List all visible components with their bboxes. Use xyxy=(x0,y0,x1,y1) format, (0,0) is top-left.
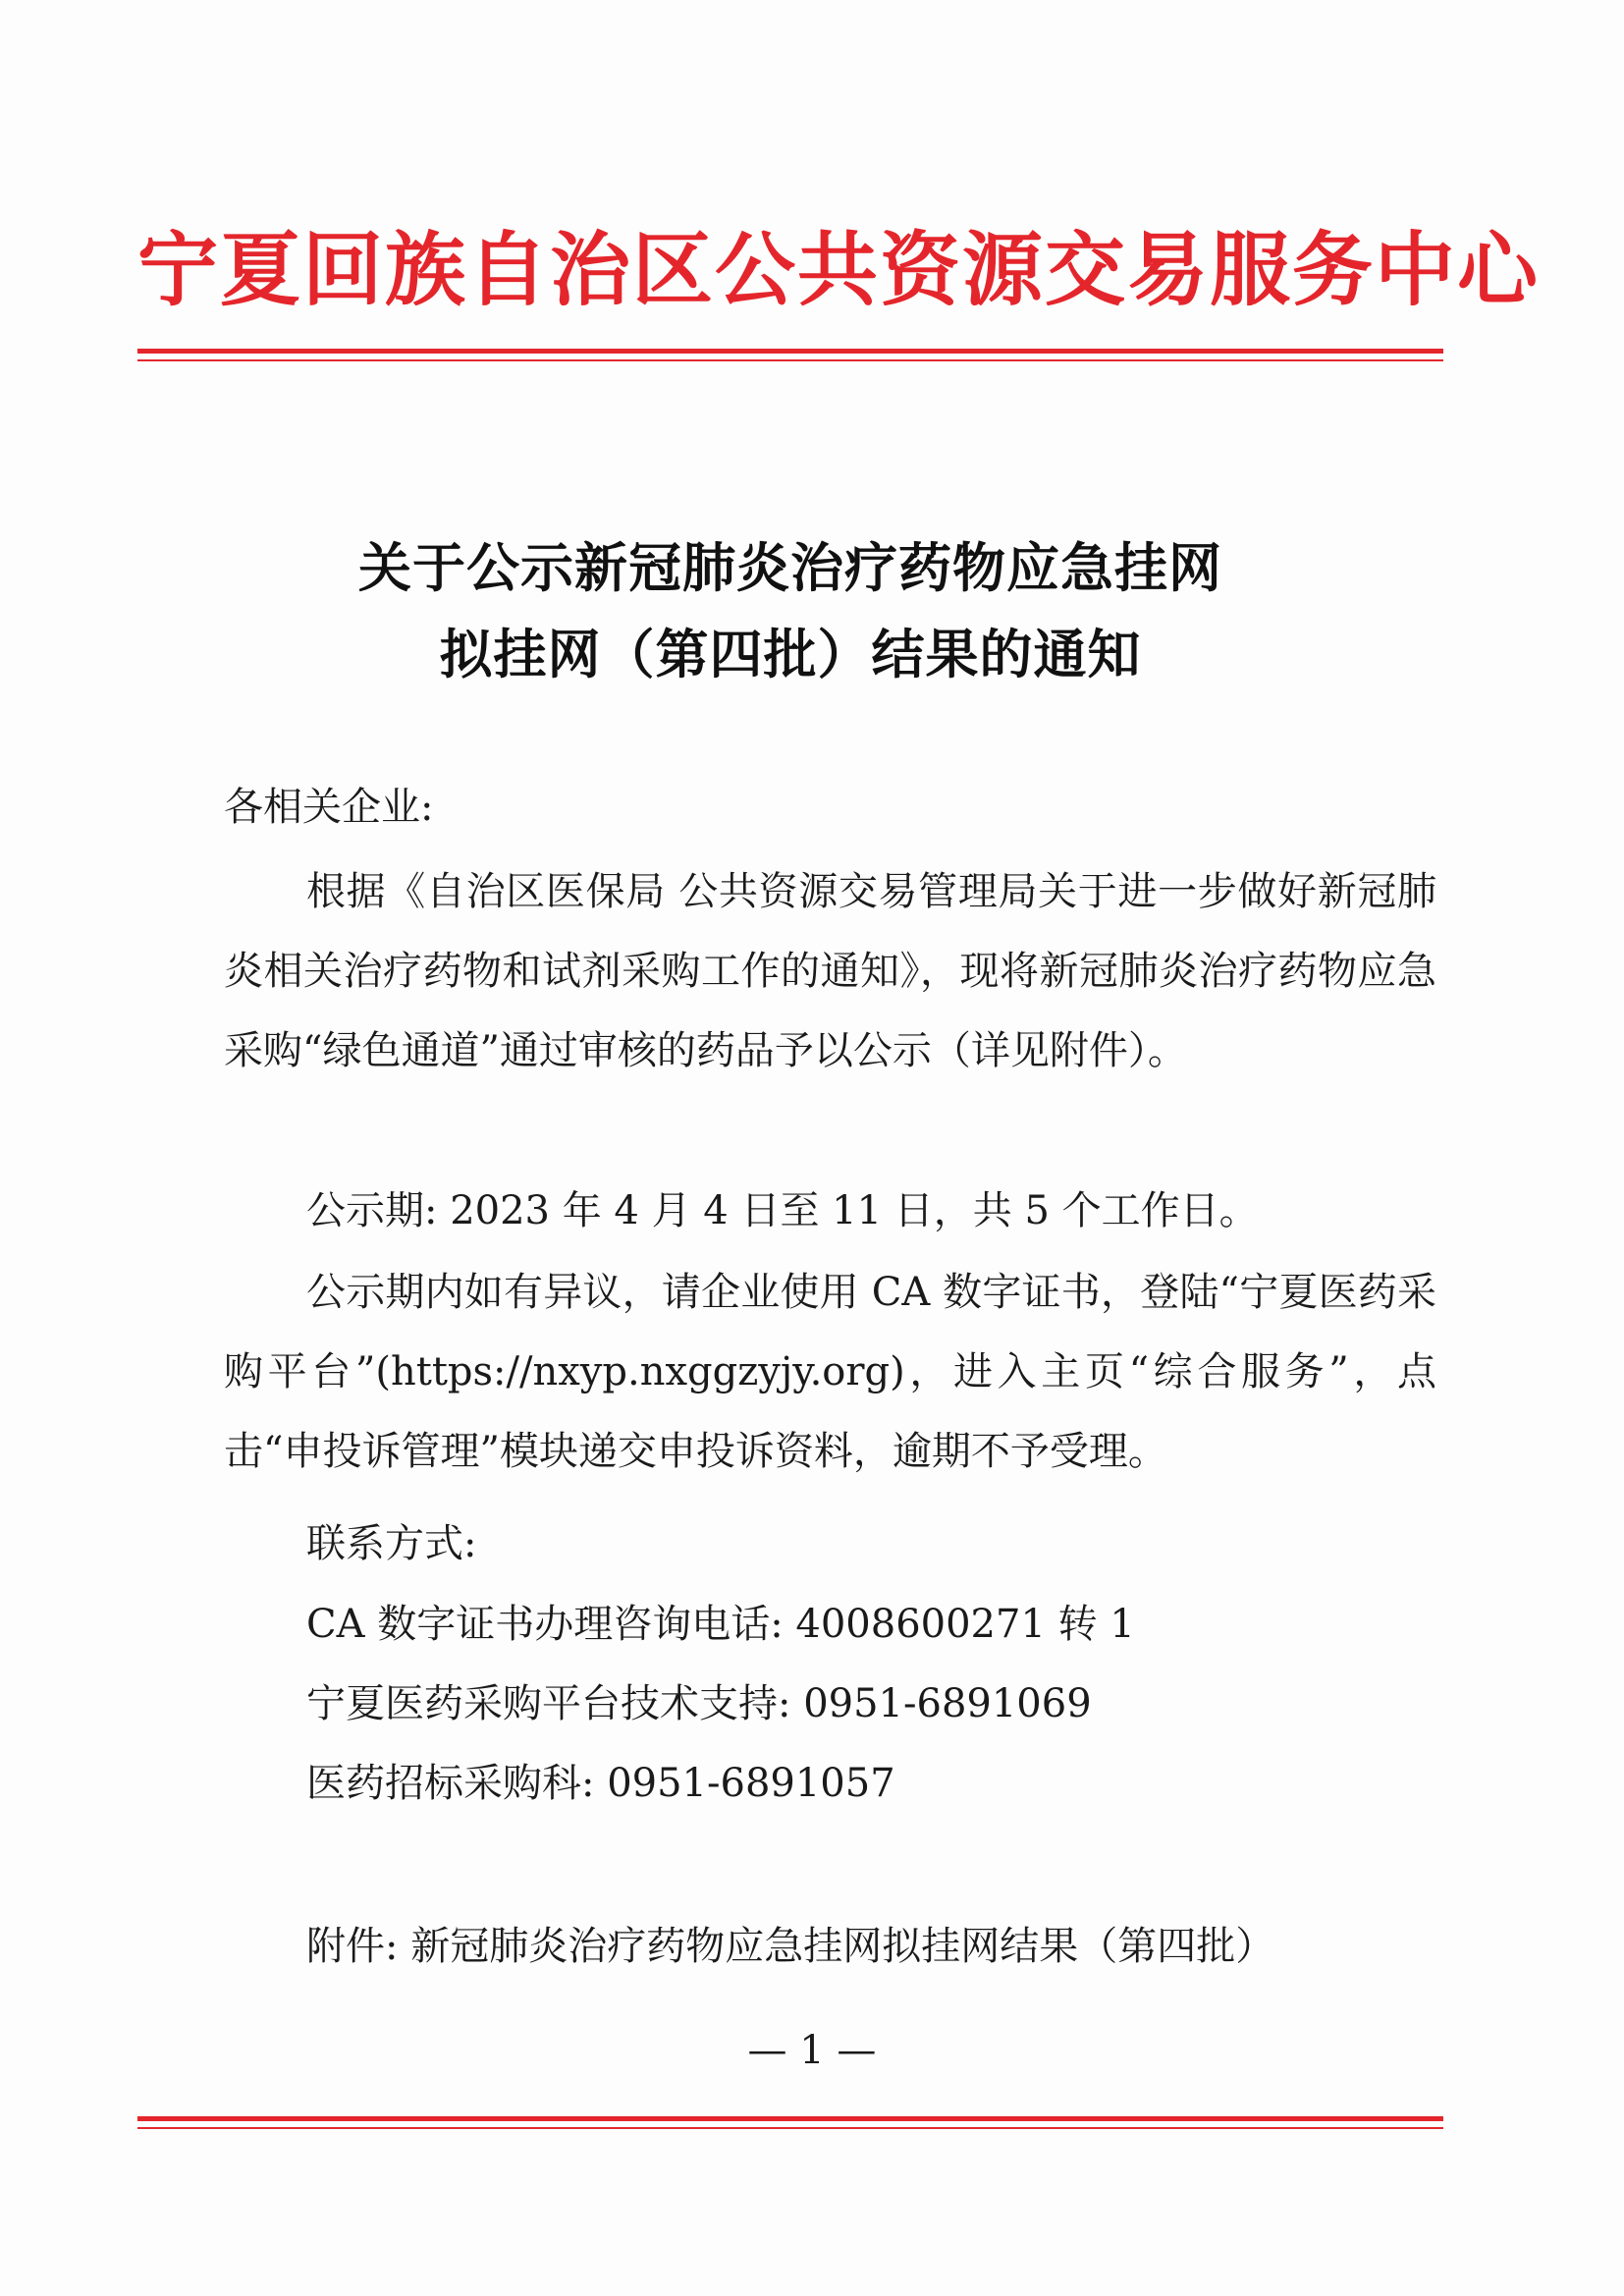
salutation: 各相关企业: xyxy=(224,785,434,830)
issuing-organization-header: 宁夏回族自治区公共资源交易服务中心 xyxy=(137,223,1541,317)
header-red-rule-thin xyxy=(137,359,1443,361)
page-number: — 1 — xyxy=(747,2028,877,2073)
body-paragraph-publicity-period: 公示期: 2023 年 4 月 4 日至 11 日，共 5 个工作日。 xyxy=(306,1188,1259,1233)
document-title-line-1: 关于公示新冠肺炎治疗药物应急挂网 xyxy=(358,537,1222,599)
body-paragraph-basis: 根据《自治区医保局 公共资源交易管理局关于进一步做好新冠肺炎相关治疗药物和试剂采购工作的通知》，现将新冠肺炎治疗药物应急采购“绿色通道”通过审核的药品予以公示（详见附件）。 xyxy=(224,869,1436,1073)
footer-red-rule-thin xyxy=(137,2127,1443,2129)
attachment-note: 附件: 新冠肺炎治疗药物应急挂网拟挂网结果（第四批） xyxy=(306,1924,1275,1969)
body-paragraph-objection: 公示期内如有异议，请企业使用 CA 数字证书，登陆“宁夏医药采购平台”(https://nxyp.nxggzyjy.org)，进入主页“综合服务”，点击“申投诉管理”模块递交申投诉资料，逾期不予受理。 xyxy=(224,1270,1436,1474)
document-title-line-2: 拟挂网（第四批）结果的通知 xyxy=(439,624,1142,685)
contact-bidding-section: 医药招标采购科: 0951-6891057 xyxy=(306,1761,895,1806)
contact-ca-phone: CA 数字证书办理咨询电话: 4008600271 转 1 xyxy=(306,1602,1135,1647)
contact-heading: 联系方式: xyxy=(306,1521,477,1566)
contact-platform-support: 宁夏医药采购平台技术支持: 0951-6891069 xyxy=(306,1681,1092,1726)
header-red-rule-thick xyxy=(137,349,1443,354)
footer-red-rule-thick xyxy=(137,2116,1443,2121)
